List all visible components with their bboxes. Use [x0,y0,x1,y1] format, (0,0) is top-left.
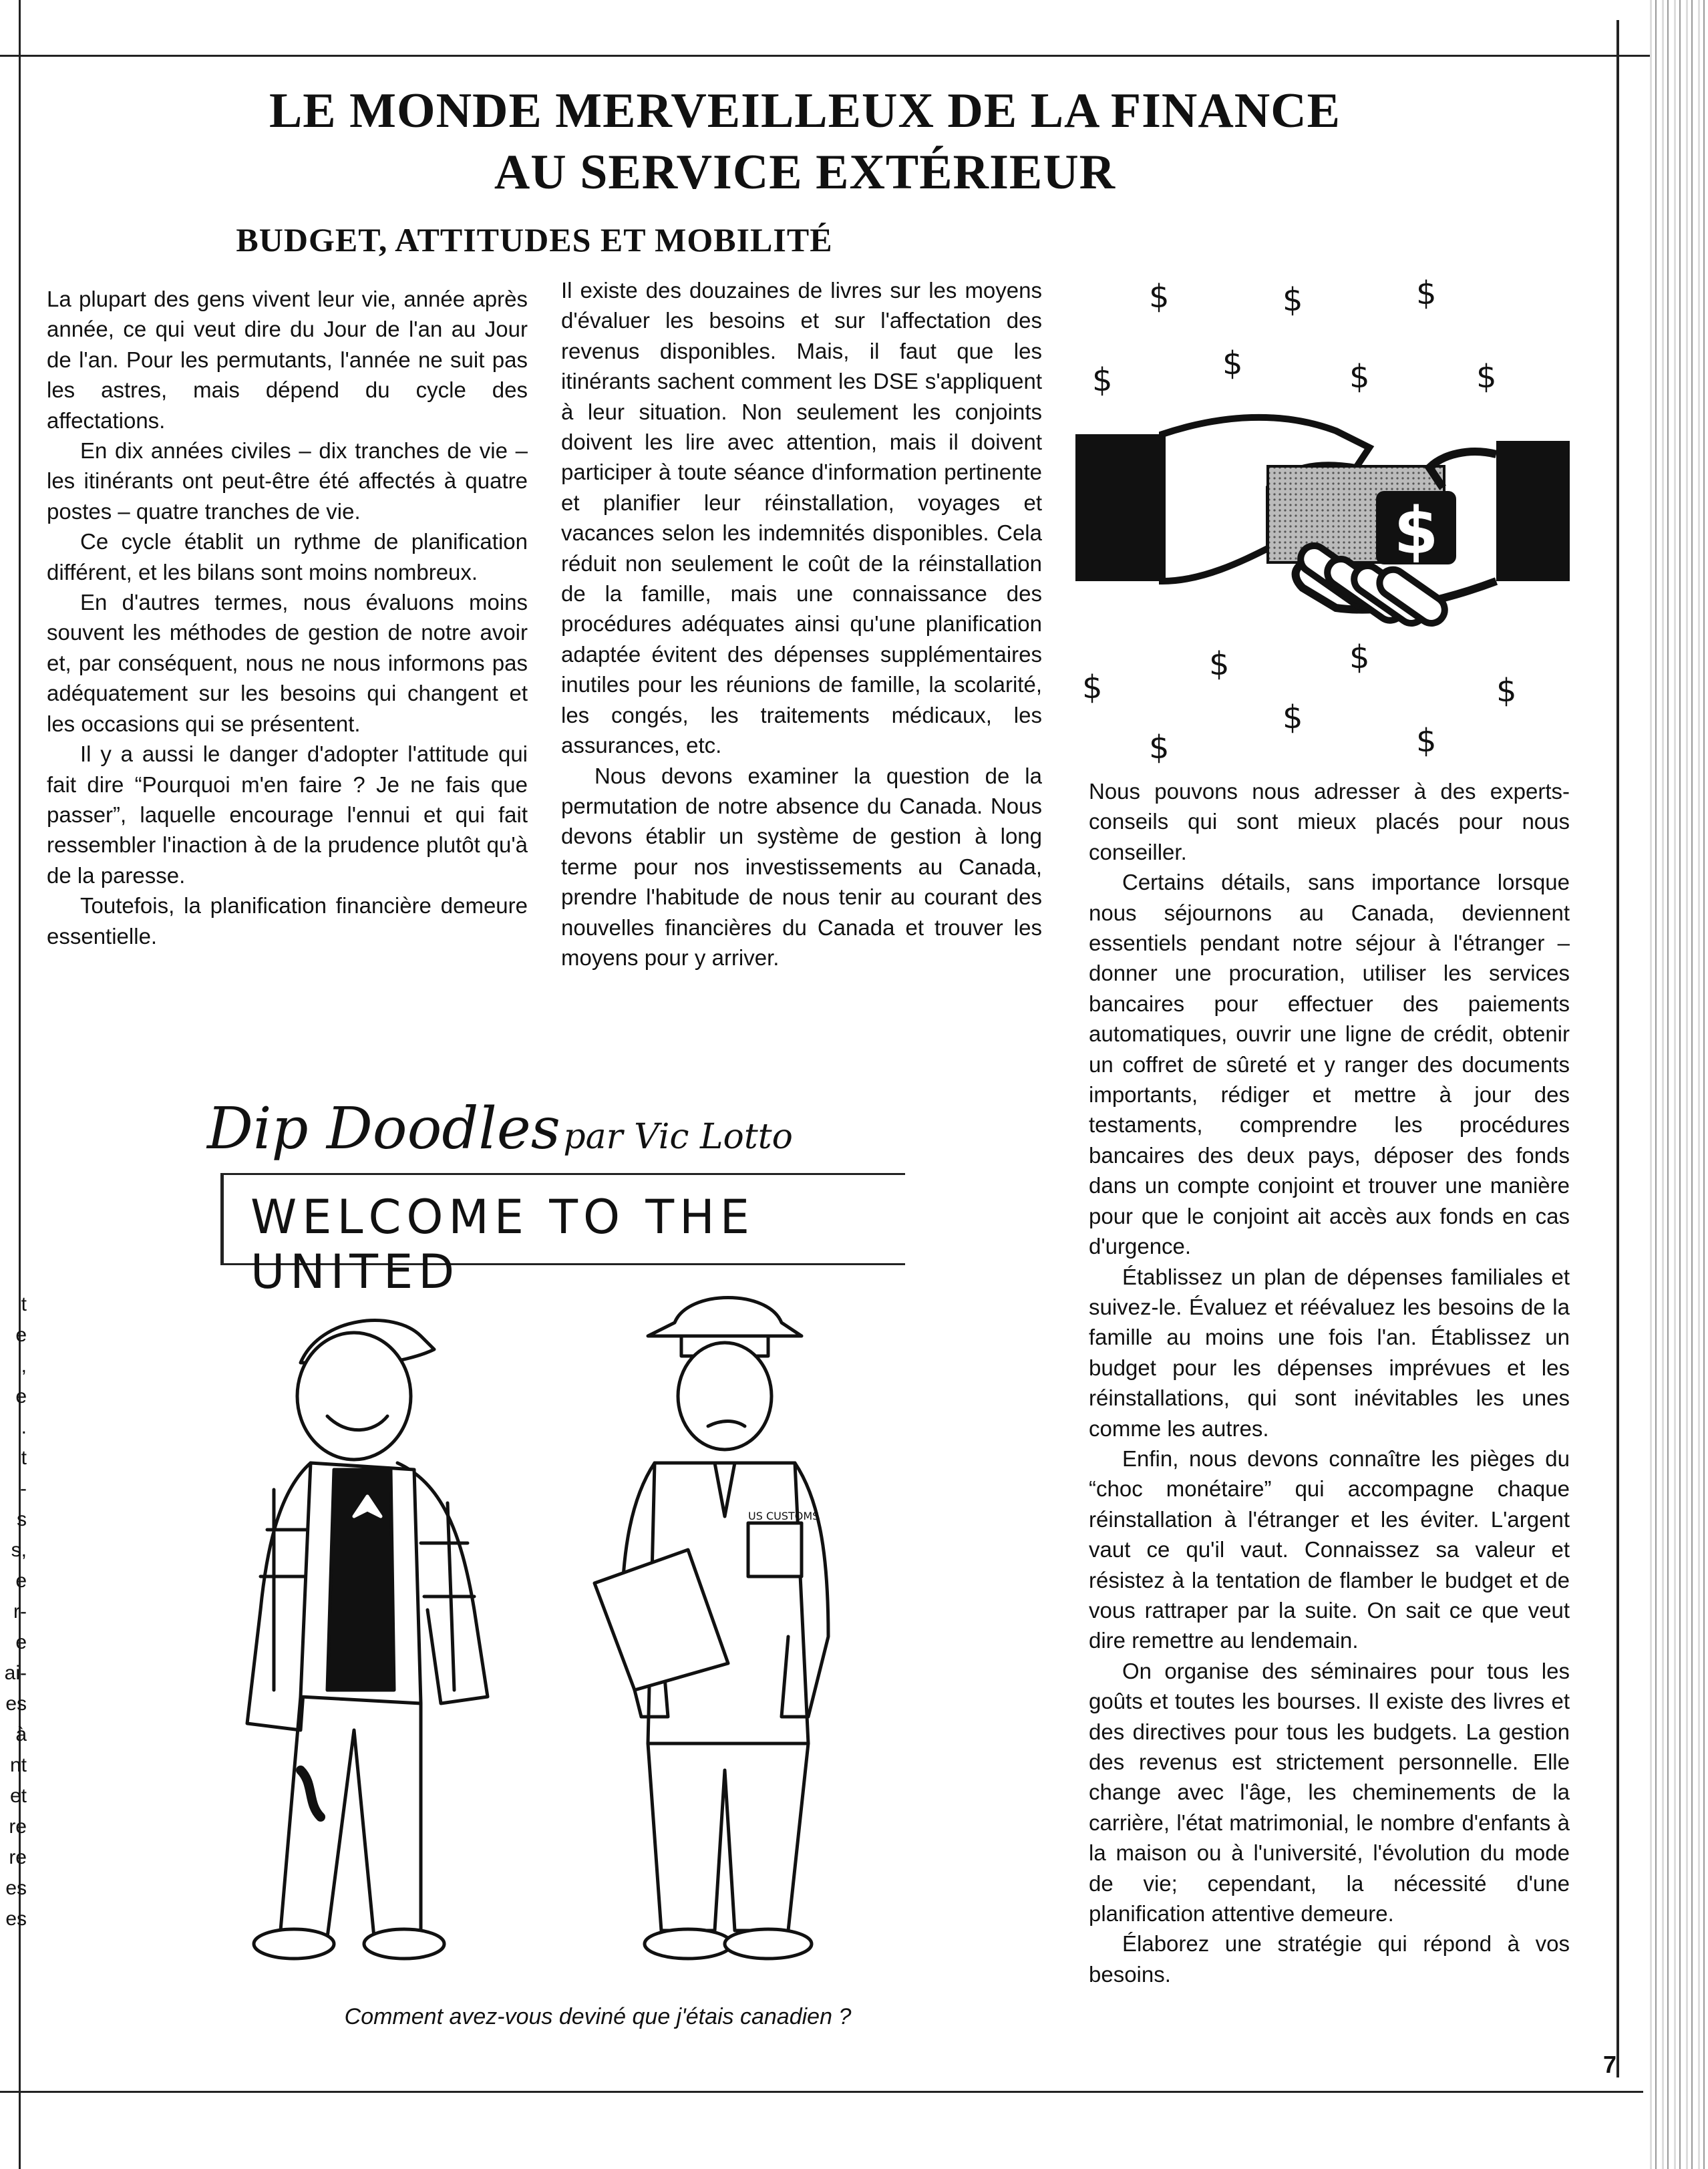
paragraph: Élaborez une stratégie qui répond à vos besoins. [1089,1931,1570,1987]
title-line-1: LE MONDE MERVEILLEUX DE LA FINANCE [269,84,1341,138]
paragraph: Il existe des douzaines de livres sur les moyens d'évaluer les besoins et sur l'affectation des revenus disponibles. Mais, il faut que les itinérants sachent comment les DSE s'appliquent à leur situation. Non seulement les conjoints doivent les lire avec attention, mais il doivent participer à toute séance d'information pertinente et planifier leur réinstallation, voyages et vacances selon les indemnités disponibles. Cela réduit non seulement le coût de la réinstallation de la famille, mais une connaissance des procédures adéquates ainsi qu'une planification adaptée évitent des dépenses supplémentaires inutiles pour les réunions de famille, la scolarité, les congés, les traitements médicaux, les assurances, etc. [561,278,1042,758]
customs-badge-text: US CUSTOMS [748,1510,820,1522]
page-frame-bottom [0,2091,1643,2093]
margin-fragment: e [15,1631,27,1653]
margin-fragment: . [21,1416,27,1438]
text-column-1 [47,284,528,951]
margin-fragment: es [5,1908,27,1930]
dollar-sign: $ [1416,722,1437,760]
page-frame-right [1616,20,1619,2077]
dollar-sign: $ [1349,639,1370,676]
margin-fragment: s, [11,1539,27,1561]
text-column-3 [1089,776,1570,1989]
strip-name: Dip Doodles [207,1096,560,1162]
sign-text: WELCOME TO THE UNITED [250,1190,755,1299]
cartoon-drawing [220,1263,955,1984]
dollar-sign: $ [1496,672,1517,709]
paragraph: Certains détails, sans importance lorsque nous séjournons au Canada, deviennent essentiels pendant notre séjour à l'étranger – donner une procuration, utiliser les services bancaires pour effectuer des paiements automatiques, ouvrir une ligne de crédit, obtenir un coffret de sûreté et y ranger des documents importants, rédiger et mettre à jour des testaments, comprendre les procédures bancaires des deux pays, déposer des fonds dans un compte conjoint et trouver une manière pour que le conjoint ait accès aux fonds en cas d'urgence. [1089,870,1570,1259]
dollar-sign: $ [1209,645,1230,683]
traveller-figure [247,1321,488,1959]
margin-fragment: t [21,1293,27,1315]
margin-fragment: ai- [4,1662,27,1684]
margin-fragment: et [9,1785,27,1807]
margin-fragment: - [20,1478,27,1500]
dollar-sign: $ [1283,281,1303,319]
article-title [127,80,1483,203]
dollar-sign: $ [1082,669,1103,706]
paragraph: Nous devons examiner la question de la permutation de notre absence du Canada. Nous devons établir un système de gestion à long terme pour nos investissements au Canada, prendre l'habitude de nous tenir au courant des nouvelles financières du Canada et trouver les moyens pour y arriver. [561,763,1042,970]
margin-fragments [0,1289,27,1935]
customs-officer-figure [594,1298,828,1959]
margin-fragment: e [15,1385,27,1407]
right-sleeve [1496,441,1570,581]
dollar-sign: $ [1149,729,1170,766]
strip-byline: par Vic Lotto [563,1117,793,1157]
margin-fragment: es [5,1877,27,1899]
dollar-sign: $ [1149,278,1170,315]
paragraph: Établissez un plan de dépenses familiales et suivez-le. Évaluez et réévaluez les besoins de la famille au moins une fois l'an. Établissez un budget pour les dépenses imprévues et les réinstallations, qui sont inévitables les unes comme les autres. [1089,1264,1570,1441]
handshake-illustration [1069,267,1576,775]
dollar-sign: $ [1416,275,1437,312]
paragraph: Nous pouvons nous adresser à des experts-conseils qui sont mieux placés pour nous conseiller. [1089,779,1570,864]
margin-fragment: , [21,1355,27,1377]
dollar-sign: $ [1283,699,1303,736]
margin-fragment: r- [13,1601,27,1623]
margin-fragment: nt [9,1754,27,1776]
margin-fragment: s [17,1508,27,1530]
paragraph: Ce cycle établit un rythme de planification différent, et les bilans sont moins nombreux. [47,529,528,585]
paragraph: En dix années civiles – dix tranches de vie – les itinérants ont peut-être été affectés à quatre postes – quatre tranches de vie. [47,438,528,524]
article-subtitle: BUDGET, ATTITUDES ET MOBILITÉ [236,221,833,259]
margin-fragment: re [9,1816,27,1838]
paragraph: La plupart des gens vivent leur vie, année après année, ce qui veut dire du Jour de l'an au Jour de l'an. Pour les permutants, l'année ne suit pas les astres, mais dépend du cycle des affectations. [47,287,528,433]
margin-fragment: e [15,1570,27,1592]
cartoon-caption: Comment avez-vous deviné que j'étais canadien ? [344,2004,852,2029]
badge-dollar-sign: $ [1393,494,1439,568]
paragraph: Il y a aussi le danger d'adopter l'attitude qui fait dire “Pourquoi m'en faire ? Je ne fais que passer”, laquelle encourage l'ennui et qui fait ressembler l'inaction à de la prudence plutôt qu'à de la paresse. [47,741,528,888]
scan-edge [1650,0,1708,2169]
dollar-sign: $ [1476,358,1497,395]
dollar-sign: $ [1222,345,1243,382]
margin-fragment: re [9,1846,27,1868]
title-line-2: AU SERVICE EXTÉRIEUR [494,145,1116,200]
margin-fragment: es [5,1693,27,1715]
left-sleeve [1075,434,1162,581]
text-column-2 [561,275,1042,973]
paragraph: En d'autres termes, nous évaluons moins souvent les méthodes de gestion de notre avoir et, par conséquent, nous ne nous informons pas adéquatement sur les besoins qui changent et les occasions qui se présentent. [47,590,528,736]
page-number: 7 [1603,2051,1617,2078]
dollar-sign: $ [1349,358,1370,395]
margin-fragment: à [15,1723,27,1745]
dollar-sign: $ [1092,361,1113,399]
cartoon-title [207,1096,942,1169]
paragraph: Toutefois, la planification financière demeure essentielle. [47,893,528,949]
welcome-sign [220,1173,905,1299]
paragraph: On organise des séminaires pour tous les goûts et toutes les bourses. Il existe des livres et des directives pour tous les budgets. La gestion des revenus est strictement personnelle. Elle change avec l'âge, les cheminements de la carrière, l'état matrimonial, le nombre d'enfants à la maison ou à l'université, l'évolution du mode de vie; cependant, la nécessité d'une planification attentive demeure. [1089,1658,1570,1927]
margin-fragment: t [21,1447,27,1469]
paragraph: Enfin, nous devons connaître les pièges du “choc monétaire” qui accompagne chaque réinstallation à l'étranger et les éviter. L'argent vaut ce qu'il vaut. Connaissez sa valeur et résistez à la tentation de flamber le budget et de vous rattraper par la suite. On sait ce que veut dire remettre au lendemain. [1089,1446,1570,1653]
page-frame-top [0,55,1683,57]
margin-fragment: e [15,1324,27,1346]
